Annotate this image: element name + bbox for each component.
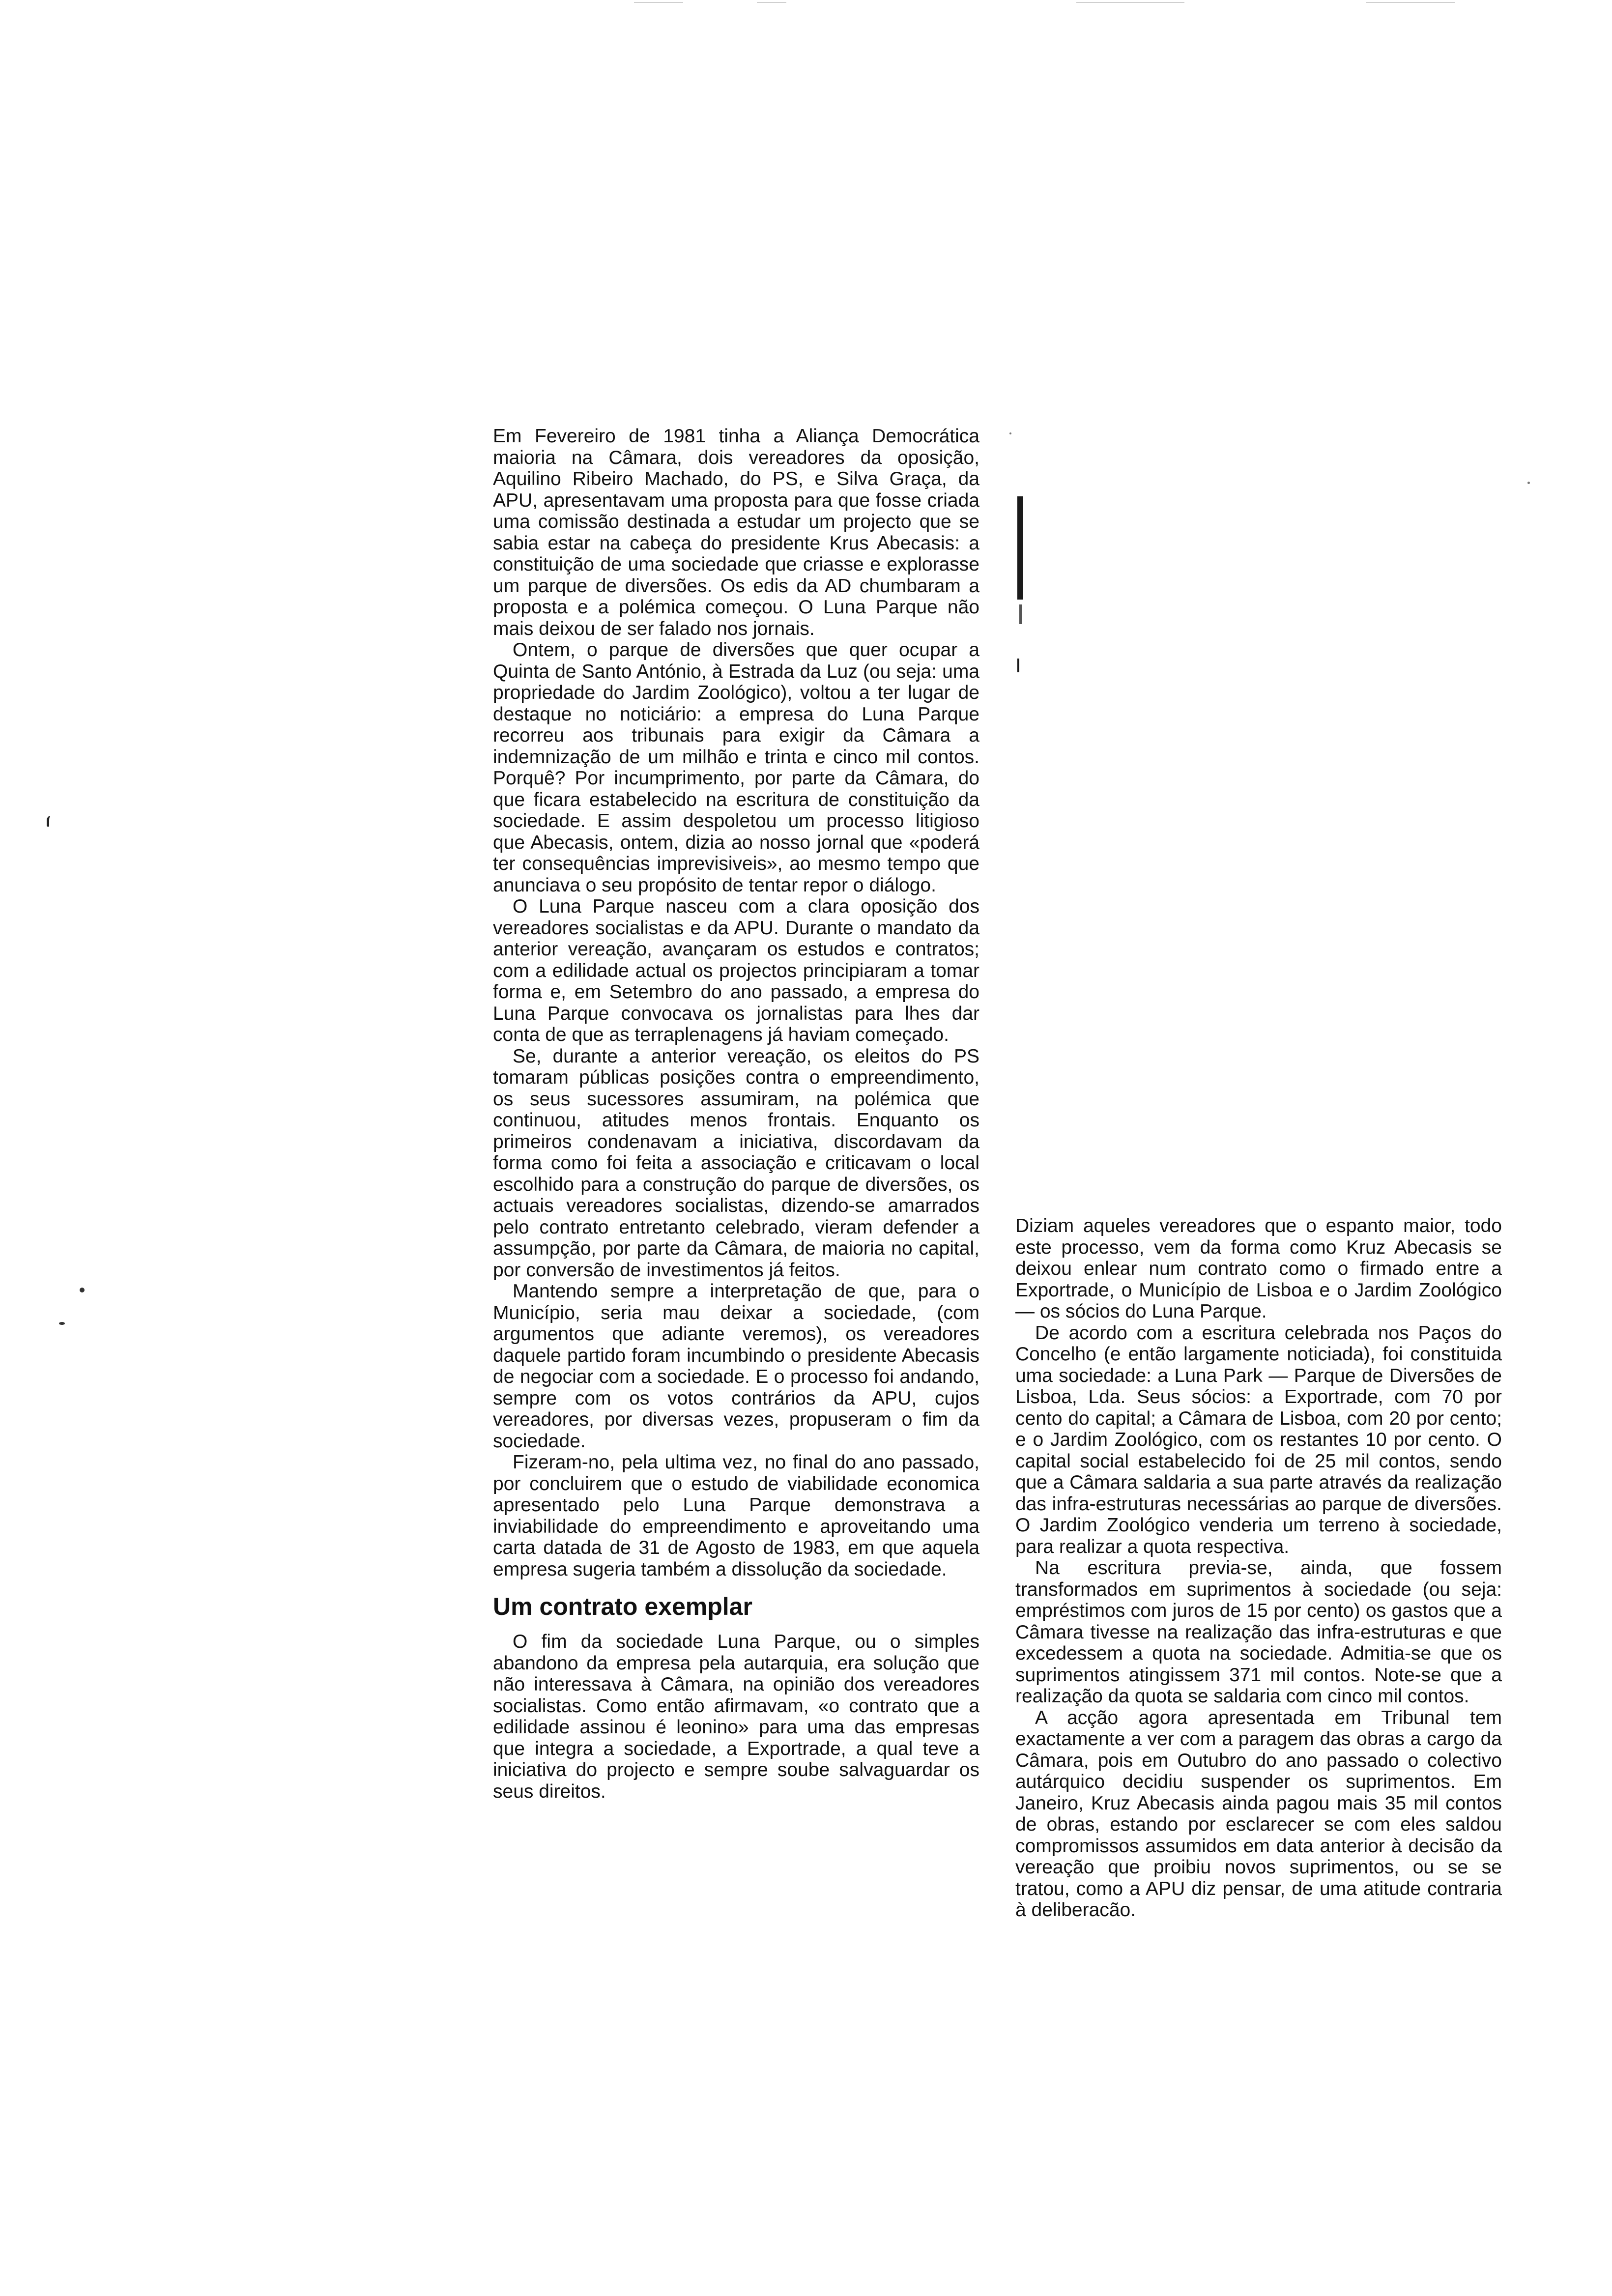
article-paragraph: O fim da sociedade Luna Parque, ou o simples abandono da empresa pela autarquia, era solução que não interessava à Câmara, na opinião dos vereadores socialistas. Como então afirmavam, «o contrato que a edilidade assinou é leonino» para uma das empresas que integra a sociedade, a Exportrade, a qual teve a iniciativa do projecto e sempre soube salvaguardar os seus direitos. [493,1631,979,1802]
scan-speck [47,816,57,827]
article-paragraph: Fizeram-no, pela ultima vez, no final do ano passado, por concluirem que o estudo de viabilidade economica apresentado pelo Luna Parque demonstrava a inviabilidade do empreendimento e aproveitando uma carta datada de 31 de Agosto de 1983, em que aquela empresa sugeria também a dissolução da sociedade. [493,1452,979,1580]
scan-artifact [1366,2,1455,3]
article-paragraph: A acção agora apresentada em Tribunal tem exactamente a ver com a paragem das obras a cargo da Câmara, pois em Outubro do ano passado o colectivo autárquico decidiu suspender os suprimentos. Em Janeiro, Kruz Abecasis ainda pagou mais 35 mil contos de obras, estando por esclarecer se com eles saldou compromissos assumidos em data anterior à decisão da vereação que proibiu novos suprimentos, ou se se tratou, como a APU diz pensar, de uma atitude contraria à deliberacão. [1015,1707,1502,1921]
article-left-column [493,426,979,1802]
scan-speck [80,1288,85,1292]
article-paragraph: Ontem, o parque de diversões que quer ocupar a Quinta de Santo António, à Estrada da Luz (ou seja: uma propriedade do Jardim Zoológico), voltou a ter lugar de destaque no noticiário: a empresa do Luna Parque recorreu aos tribunais para exigir da Câmara a indemnização de um milhão e trinta e cinco mil contos. Porquê? Por incumprimento, por parte da Câmara, do que ficara estabelecido na escritura de constituição da sociedade. E assim despoletou um processo litigioso que Abecasis, ontem, dizia ao nosso jornal que «poderá ter consequências imprevisiveis», ao mesmo tempo que anunciava o seu propósito de tentar repor o diálogo. [493,639,979,896]
scan-artifact [1076,2,1184,3]
scan-artifact [634,2,683,3]
article-paragraph: Mantendo sempre a interpretação de que, para o Município, seria mau deixar a sociedade, (com argumentos que adiante veremos), os vereadores daquele partido foram incumbindo o presidente Abecasis de negociar com a sociedade. E o processo foi andando, sempre com os votos contrários da APU, cujos vereadores, por diversas vezes, propuseram o fim da sociedade. [493,1281,979,1452]
margin-mark [1017,496,1023,600]
margin-mark [1019,604,1022,624]
article-paragraph: O Luna Parque nasceu com a clara oposição dos vereadores socialistas e da APU. Durante o mandato da anterior vereação, avançaram os estudos e contratos; com a edilidade actual os projectos principiaram a tomar forma e, em Setembro do ano passado, a empresa do Luna Parque convocava os jornalistas para lhes dar conta de que as terraplenagens já haviam começado. [493,896,979,1045]
article-paragraph: Em Fevereiro de 1981 tinha a Aliança Democrática maioria na Câmara, dois vereadores da oposição, Aquilino Ribeiro Machado, do PS, e Silva Graça, da APU, apresentavam uma proposta para que fosse criada uma comissão destinada a estudar um projecto que se sabia estar na cabeça do presidente Krus Abecasis: a constituição de uma sociedade que criasse e explorasse um parque de diversões. Os edis da AD chumbaram a proposta e a polémica começou. O Luna Parque não mais deixou de ser falado nos jornais. [493,426,979,639]
article-paragraph: Na escritura previa-se, ainda, que fossem transformados em suprimentos à sociedade (ou seja: empréstimos com juros de 15 por cento) os gastos que a Câmara tivesse na realização das infra-estruturas e que excedessem a quota na sociedade. Admitia-se que os suprimentos atingissem 371 mil contos. Note-se que a realização da quota se saldaria com cinco mil contos. [1015,1557,1502,1707]
margin-mark [1017,659,1019,672]
scan-speck [1527,482,1530,484]
scan-artifact [757,2,786,3]
article-paragraph: Diziam aqueles vereadores que o espanto maior, todo este processo, vem da forma como Kruz Abecasis se deixou enlear num contrato como o firmado entre a Exportrade, o Município de Lisboa e o Jardim Zoológico — os sócios do Luna Parque. [1015,1215,1502,1322]
section-subheading: Um contrato exemplar [493,1593,752,1620]
article-right-column [1015,1215,1502,1921]
scan-speck [1009,432,1011,434]
article-paragraph: Se, durante a anterior vereação, os eleitos do PS tomaram públicas posições contra o empreendimento, os seus sucessores assumiram, na polémica que continuou, atitudes menos frontais. Enquanto os primeiros condenavam a iniciativa, discordavam da forma como foi feita a associação e criticavam o local escolhido para a construção do parque de diversões, os actuais vereadores socialistas, dizendo-se amarrados pelo contrato entretanto celebrado, vieram defender a assumpção, por parte da Câmara, de maioria no capital, por conversão de investimentos já feitos. [493,1045,979,1281]
article-paragraph: De acordo com a escritura celebrada nos Paços do Concelho (e então largamente noticiada), foi constituida uma sociedade: a Luna Park — Parque de Diversões de Lisboa, Lda. Seus sócios: a Exportrade, com 70 por cento do capital; a Câmara de Lisboa, com 20 por cento; e o Jardim Zoológico, com os restantes 10 por cento. O capital social estabelecido foi de 25 mil contos, sendo que a Câmara saldaria a sua parte através da realização das infra-estruturas necessárias ao parque de diversões. O Jardim Zoológico venderia um terreno à sociedade, para realizar a quota respectiva. [1015,1322,1502,1557]
scan-speck [59,1322,65,1325]
